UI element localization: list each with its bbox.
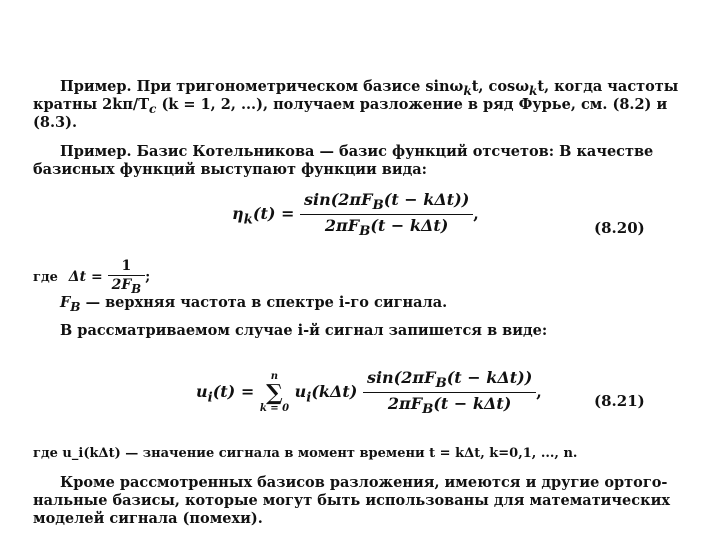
dt-denominator: $2F_B$ bbox=[108, 275, 146, 296]
fb-symbol: F bbox=[60, 294, 71, 311]
equation-number-8-20: (8.20) bbox=[594, 219, 645, 237]
example1-t1: t, cosω bbox=[471, 78, 529, 95]
sum-top: n bbox=[270, 370, 279, 382]
sigma-icon: ∑ bbox=[266, 379, 283, 406]
example2-text: Базис Котельникова — базис функций отсчетов: В качестве bbox=[136, 143, 654, 160]
eq821-denominator: $2\pi F_B(t - k\Delta t)$ bbox=[363, 392, 536, 417]
dt-numerator: 1 bbox=[121, 258, 132, 274]
ui-sub: i bbox=[306, 389, 312, 406]
dt-lhs: Δt = bbox=[68, 268, 103, 285]
case-text: В рассматриваемом случае i-й сигнал запишется в виде: bbox=[60, 322, 548, 339]
eta-arg: (t) = bbox=[252, 204, 295, 224]
ui-symbol: u bbox=[294, 382, 307, 402]
u-sub: i bbox=[207, 389, 213, 406]
eta-symbol: η bbox=[232, 204, 244, 224]
eq821-numerator: $\sin(2\pi F_B(t - k\Delta t))$ bbox=[366, 368, 533, 392]
example1-sub1: k bbox=[463, 83, 472, 98]
fb-text: — верхняя частота в спектре i-го сигнала. bbox=[80, 294, 448, 311]
example2-line2: базисных функций выступают функции вида: bbox=[33, 161, 428, 178]
eq820-comma: , bbox=[473, 204, 479, 224]
example1-line2-text: кратны 2kπ/T bbox=[33, 96, 150, 113]
example1-sub3: c bbox=[149, 101, 157, 116]
equation-8-20 bbox=[232, 190, 479, 239]
example1-label: Пример. bbox=[60, 78, 132, 95]
dt-fraction bbox=[108, 258, 146, 296]
conclusion-line2: нальные базисы, которые могут быть использованы для математических bbox=[33, 492, 670, 509]
eq821-fraction bbox=[363, 368, 536, 417]
example1-line2 bbox=[33, 96, 667, 118]
eta-sub: k bbox=[243, 211, 253, 228]
example1-line2b: (k = 1, 2, ...), получаем разложение в ряд Фурье, см. (8.2) и bbox=[156, 96, 668, 113]
example2-label: Пример. bbox=[60, 143, 132, 160]
example2-line1 bbox=[60, 143, 653, 161]
u-symbol: u bbox=[196, 382, 208, 402]
example1-text: При тригонометрическом базисе sinω bbox=[136, 78, 464, 95]
sum-operator bbox=[260, 372, 289, 414]
example1-t2: t, когда частоты bbox=[537, 78, 679, 95]
where-ui-definition: где u_i(kΔt) — значение сигнала в момент времени t = kΔt, k=0,1, ..., n. bbox=[33, 446, 578, 461]
conclusion-line3: моделей сигнала (помехи). bbox=[33, 510, 263, 527]
eq820-denominator: $2\pi F_B(t - k\Delta t)$ bbox=[300, 214, 473, 239]
example1-line3: (8.3). bbox=[33, 114, 77, 131]
fb-definition bbox=[60, 294, 447, 316]
eq820-fraction bbox=[300, 190, 473, 239]
where-dt bbox=[33, 258, 150, 296]
conclusion-line1: Кроме рассмотренных базисов разложения, имеются и другие ортого- bbox=[60, 474, 668, 491]
fb-sub: B bbox=[70, 299, 81, 314]
equation-number-8-21: (8.21) bbox=[594, 392, 645, 410]
example1-sub2: k bbox=[529, 83, 538, 98]
dt-semicolon: ; bbox=[145, 268, 151, 285]
sum-bottom: k = 0 bbox=[259, 402, 290, 414]
eq820-numerator: $\sin(2\pi F_B(t - k\Delta t))$ bbox=[303, 190, 470, 214]
equation-8-21 bbox=[196, 368, 542, 417]
eq821-comma: , bbox=[536, 382, 542, 402]
where-dt-label: где bbox=[33, 269, 58, 285]
ui-arg: (kΔt) bbox=[311, 382, 358, 402]
u-arg: (t) = bbox=[212, 382, 255, 402]
